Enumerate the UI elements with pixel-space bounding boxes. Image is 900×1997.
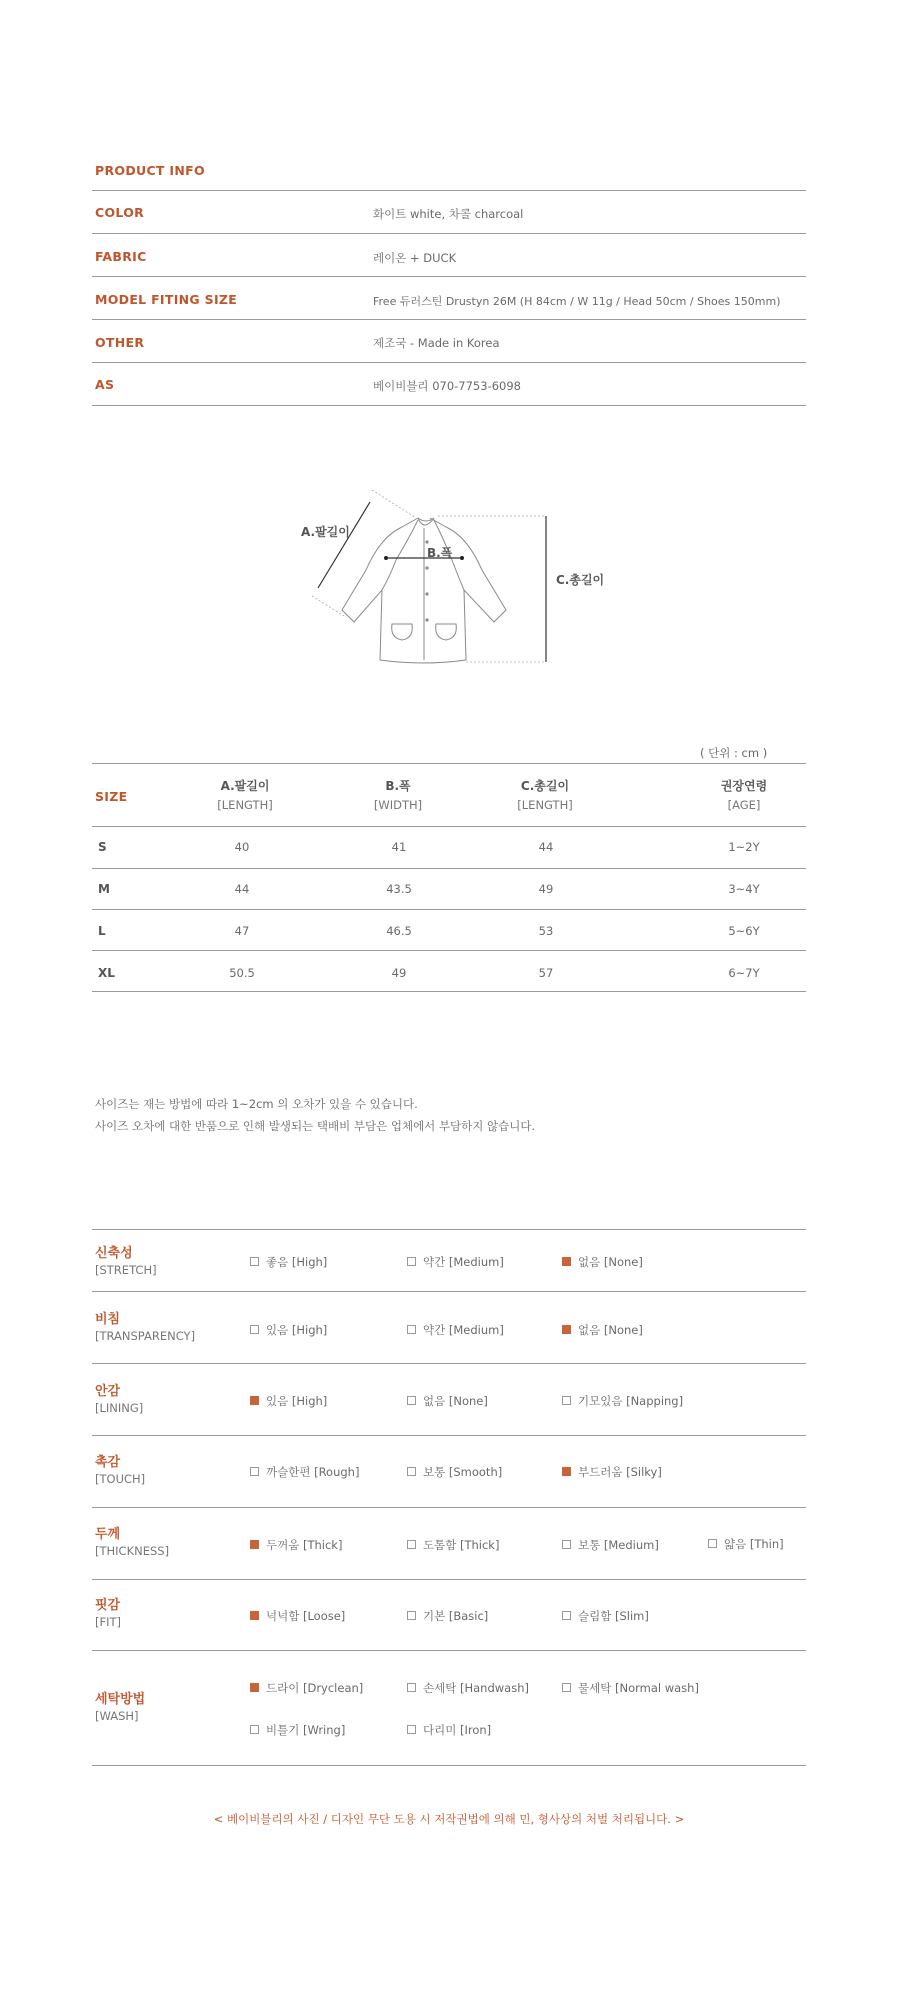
table-row [0,924,900,944]
divider [92,190,806,191]
width-value: 46.5 [386,924,412,938]
option-label: 없음 [None] [423,1394,488,1408]
option-label: 보통 [Medium] [578,1538,659,1552]
option-label: 손세탁 [Handwash] [423,1681,529,1695]
table-row [0,882,900,902]
option-basic[interactable] [407,1608,488,1624]
column-title: B.폭 [385,779,411,793]
option-label: 있음 [High] [266,1394,328,1408]
info-label-color: COLOR [95,205,145,220]
option-label: 없음 [None] [578,1255,643,1269]
info-value-model-size: Free 듀러스틴 Drustyn 26M (H 84cm / W 11g / Head 50cm / Shoes 150mm) [373,295,781,308]
info-label-as: AS [95,377,115,392]
column-title: C.총길이 [520,779,570,793]
characteristic-title-thickness [95,1527,169,1559]
characteristic-sub: [TOUCH] [95,1472,146,1486]
characteristic-title: 촉감 [95,1455,121,1470]
column-sub: [LENGTH] [517,798,573,812]
characteristic-title: 두께 [95,1527,121,1542]
option-label: 슬림함 [Slim] [578,1609,649,1623]
checkbox-icon[interactable] [407,1325,416,1334]
option-medium[interactable] [407,1254,504,1270]
characteristic-sub: [LINING] [95,1401,144,1415]
option-label: 부드러움 [Silky] [578,1465,662,1479]
option-thickish[interactable] [407,1537,499,1553]
age-value: 6~7Y [728,966,760,980]
option-label: 드라이 [Dryclean] [266,1681,364,1695]
option-label: 다리미 [Iron] [423,1723,492,1737]
characteristic-title-fit [95,1598,121,1630]
column-title: 권장연령 [720,779,768,793]
size-header: SIZE [95,789,128,804]
option-smooth[interactable] [407,1464,502,1480]
size-name: M [98,882,110,896]
option-normal-wash[interactable] [562,1680,699,1696]
divider [92,991,806,992]
option-high[interactable] [250,1393,327,1409]
length-value: 44 [538,840,554,854]
length-value: 53 [538,924,554,938]
checked-box-icon[interactable] [250,1396,259,1405]
info-value-fabric: 레이온 + DUCK [373,251,457,265]
option-medium[interactable] [407,1322,504,1338]
info-value-color: 화이트 white, 차콜 charcoal [373,207,524,221]
table-row [0,840,900,860]
option-none[interactable] [562,1254,643,1270]
divider [92,909,806,910]
column-sub: [AGE] [727,798,761,812]
option-napping[interactable] [562,1393,683,1409]
checkbox-icon[interactable] [250,1257,259,1266]
divider [92,763,806,764]
divider [92,1579,806,1580]
checkbox-icon[interactable] [407,1396,416,1405]
option-thin[interactable] [708,1536,784,1552]
divider [92,233,806,234]
column-header-length [490,777,600,812]
divider [92,276,806,277]
characteristic-title-lining [95,1384,143,1416]
diagram-label-c: C.총길이 [556,573,605,587]
checked-box-icon[interactable] [562,1325,571,1334]
checkbox-icon[interactable] [562,1611,571,1620]
characteristic-title-touch [95,1455,145,1487]
checkbox-icon[interactable] [708,1539,717,1548]
characteristic-sub: [FIT] [95,1615,122,1629]
arm-value: 44 [234,882,250,896]
divider [92,868,806,869]
option-thick[interactable] [250,1537,342,1553]
option-label: 약간 [Medium] [423,1323,504,1337]
characteristic-title: 신축성 [95,1246,133,1261]
divider [92,1765,806,1766]
arm-value: 50.5 [229,966,255,980]
option-wring[interactable] [250,1722,345,1738]
characteristic-title: 안감 [95,1384,121,1399]
divider [92,362,806,363]
column-sub: [WIDTH] [373,798,423,812]
size-note: 사이즈는 재는 방법에 따라 1~2cm 의 오차가 있을 수 있습니다. [95,1097,418,1111]
option-silky[interactable] [562,1464,662,1480]
checked-box-icon[interactable] [250,1683,259,1692]
option-label: 없음 [None] [578,1323,643,1337]
checkbox-icon[interactable] [250,1467,259,1476]
option-label: 좋음 [High] [266,1255,328,1269]
characteristic-title: 세탁방법 [95,1692,146,1707]
option-high[interactable] [250,1322,327,1338]
option-label: 물세탁 [Normal wash] [578,1681,699,1695]
divider [92,1507,806,1508]
column-header-arm [190,777,300,812]
unit-label: ( 단위 : cm ) [700,746,768,760]
checkbox-icon[interactable] [250,1325,259,1334]
width-value: 49 [391,966,407,980]
size-name: XL [98,966,115,980]
age-value: 5~6Y [728,924,760,938]
divider [92,405,806,406]
divider [92,826,806,827]
option-label: 넉넉함 [Loose] [266,1609,346,1623]
option-label: 보통 [Smooth] [423,1465,503,1479]
option-label: 있음 [High] [266,1323,328,1337]
characteristic-sub: [TRANSPARENCY] [95,1329,196,1343]
age-value: 1~2Y [728,840,760,854]
option-slim[interactable] [562,1608,649,1624]
option-label: 기본 [Basic] [423,1609,489,1623]
divider [92,950,806,951]
option-label: 비틀기 [Wring] [266,1723,346,1737]
table-row [0,966,900,986]
option-label: 도톰함 [Thick] [423,1538,500,1552]
characteristic-title: 핏감 [95,1598,121,1613]
checkbox-icon[interactable] [407,1725,416,1734]
option-label: 약간 [Medium] [423,1255,504,1269]
option-medium[interactable] [562,1537,659,1553]
divider [92,319,806,320]
checkbox-icon[interactable] [407,1257,416,1266]
copyright-notice: < 베이비블리의 사진 / 디자인 무단 도용 시 저작권법에 의해 민, 형사상의 처벌 처리됩니다. > [213,1812,685,1826]
checked-box-icon[interactable] [562,1467,571,1476]
option-none[interactable] [562,1322,643,1338]
option-handwash[interactable] [407,1680,529,1696]
checked-box-icon[interactable] [250,1611,259,1620]
size-note: 사이즈 오차에 대한 반품으로 인해 발생되는 택배비 부담은 업체에서 부담하지 않습니다. [95,1119,536,1133]
option-label: 얇음 [Thin] [724,1537,784,1551]
diagram-label-b: B.폭 [427,546,453,560]
info-value-other: 제조국 - Made in Korea [373,336,500,350]
column-header-age [689,777,799,812]
column-title: A.팔길이 [220,779,270,793]
divider [92,1650,806,1651]
length-value: 57 [538,966,554,980]
option-label: 까슬한편 [Rough] [266,1465,360,1479]
size-name: L [98,924,106,938]
checkbox-icon[interactable] [407,1611,416,1620]
option-iron[interactable] [407,1722,491,1738]
length-value: 49 [538,882,554,896]
divider [92,1363,806,1364]
divider [92,1229,806,1230]
checkbox-icon[interactable] [250,1725,259,1734]
checkbox-icon[interactable] [562,1540,571,1549]
info-label-fabric: FABRIC [95,249,147,264]
size-name: S [98,840,107,854]
option-high[interactable] [250,1254,327,1270]
characteristic-title-transparency [95,1312,195,1344]
info-label-other: OTHER [95,335,145,350]
characteristic-sub: [STRETCH] [95,1263,157,1277]
checkbox-icon[interactable] [562,1396,571,1405]
width-value: 41 [391,840,407,854]
option-dryclean[interactable] [250,1680,363,1696]
characteristic-title-wash [95,1692,145,1724]
arm-value: 47 [234,924,250,938]
characteristic-title: 비침 [95,1312,121,1327]
characteristic-sub: [WASH] [95,1709,139,1723]
option-label: 두꺼움 [Thick] [266,1538,343,1552]
option-none[interactable] [407,1393,488,1409]
option-loose[interactable] [250,1608,345,1624]
checkbox-icon[interactable] [562,1683,571,1692]
product-info-title: PRODUCT INFO [95,163,205,178]
divider [92,1435,806,1436]
checkbox-icon[interactable] [407,1683,416,1692]
column-sub: [LENGTH] [217,798,273,812]
garment-diagram [300,490,600,670]
option-label: 기모있음 [Napping] [578,1394,684,1408]
checkbox-icon[interactable] [407,1540,416,1549]
column-header-width [343,777,453,812]
checked-box-icon[interactable] [250,1540,259,1549]
diagram-label-a: A.팔길이 [301,525,350,539]
checkbox-icon[interactable] [407,1467,416,1476]
width-value: 43.5 [386,882,412,896]
info-label-model-size: MODEL FITING SIZE [95,292,238,307]
checked-box-icon[interactable] [562,1257,571,1266]
info-value-as: 베이비블리 070-7753-6098 [373,379,521,393]
option-rough[interactable] [250,1464,359,1480]
jacket-illustration [300,490,600,670]
characteristic-title-stretch [95,1246,157,1278]
arm-value: 40 [234,840,250,854]
characteristic-sub: [THICKNESS] [95,1544,170,1558]
divider [92,1291,806,1292]
age-value: 3~4Y [728,882,760,896]
